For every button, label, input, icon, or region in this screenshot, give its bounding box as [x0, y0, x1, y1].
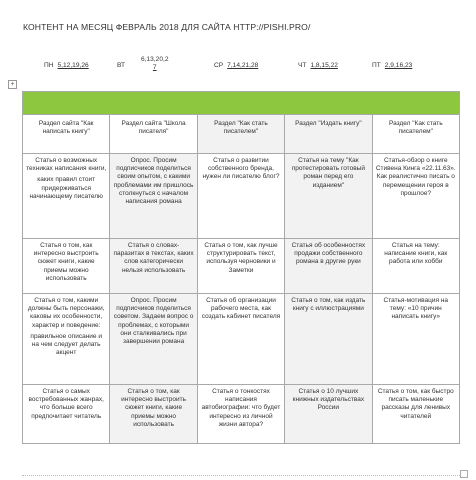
cell-paragraph: Опрос. Просим подписчиков поделиться своим опытом, с какими проблемами им пришлось столкнуться с началом написания романа: [113, 157, 194, 206]
cell-paragraph: Статья о самых востребованных жанрах, что больше всего предпочитает читатель: [28, 388, 104, 420]
day-thu: [298, 62, 338, 69]
table-cell[interactable]: [372, 154, 459, 239]
table-cell[interactable]: [285, 154, 372, 239]
table-cell[interactable]: [197, 239, 284, 294]
day-wed: [214, 62, 258, 69]
weekday-header: [0, 50, 476, 86]
day-dates: 1,8,15,22: [310, 62, 338, 69]
table-cell[interactable]: [23, 294, 110, 385]
table-cell[interactable]: [285, 294, 372, 385]
day-dates-line2: 7: [152, 64, 157, 71]
day-dates: 7,14,21,28: [227, 62, 259, 69]
table-cell[interactable]: [197, 385, 284, 444]
cell-paragraph: Статья об особенностях продажи собственного романа в другие руки: [291, 242, 366, 266]
table-cell[interactable]: [197, 294, 284, 385]
table-row: [23, 294, 460, 385]
cell-paragraph: Статья-мотивация на тему: «10 причин написать книгу»: [383, 297, 449, 321]
cell-paragraph: Статья о возможных техниках написания книги,: [26, 157, 107, 173]
day-fri: [372, 62, 412, 69]
table-move-handle-icon[interactable]: +: [8, 80, 17, 89]
cell-paragraph: Статья о развитии собственного бренда, нужен ли писателю блог?: [202, 157, 280, 181]
table-row: [23, 385, 460, 444]
cell-paragraph: Статья о 10 лучших книжных издательствах России: [292, 388, 365, 412]
day-dates: [141, 56, 169, 72]
cell-paragraph: Статья о том, как лучше структурировать текст, используя черновики и Заметки: [204, 242, 278, 274]
cell-paragraph: Статья о тонкостях написания автобиографии: что будет интересно из личной жизни автора?: [201, 388, 281, 428]
cell-paragraph: Статья о том, как быстро писать маленькие рассказы для ленивых читателей: [377, 388, 454, 420]
cell-paragraph: каких правил стоит придерживаться начинающему писателю: [29, 176, 103, 200]
section-header-cell[interactable]: Раздел "Издать книгу": [285, 115, 372, 154]
table-cell[interactable]: [285, 385, 372, 444]
cell-paragraph: правильное описание и на чем следует делать акцент: [30, 332, 102, 357]
day-dates-line1: 6,13,20,2: [141, 56, 169, 63]
table-cell[interactable]: [372, 239, 459, 294]
table-cell[interactable]: [110, 154, 197, 239]
page-title: КОНТЕНТ НА МЕСЯЦ ФЕВРАЛЬ 2018 ДЛЯ САЙТА HTTP://PISHI.PRO/: [23, 22, 311, 32]
day-label: ВТ: [117, 62, 125, 69]
day-mon: [44, 62, 89, 69]
table-row: [23, 154, 460, 239]
cell-paragraph: Статья-обзор о книге Стивена Кинга «22.11.63». Как реалистично писать о перемещении героя в прошлое?: [375, 157, 456, 197]
table-cell[interactable]: [110, 385, 197, 444]
day-label: СР: [214, 62, 224, 69]
cell-paragraph: Статья о том, как интересно выстроить сюжет книги, какие приемы можно использовать: [33, 242, 99, 282]
section-header-cell[interactable]: Раздел сайта "Как написать книгу": [23, 115, 110, 154]
day-label: ПТ: [372, 62, 381, 69]
table-cell[interactable]: [23, 239, 110, 294]
table-cell[interactable]: [372, 385, 459, 444]
section-header-cell[interactable]: Раздел "Как стать писателем": [372, 115, 459, 154]
table-cell[interactable]: [23, 154, 110, 239]
section-header-cell[interactable]: Раздел сайта "Школа писателя": [110, 115, 197, 154]
section-header-cell[interactable]: Раздел "Как стать писателем": [197, 115, 284, 154]
cell-paragraph: Опрос. Просим подписчиков поделиться советом. Задаем вопрос о проблемах, с которыми они сталкивались при завершении романа: [113, 297, 194, 346]
table-row: [23, 239, 460, 294]
green-band-row: [23, 92, 460, 115]
page-break-line: [22, 475, 460, 476]
cell-paragraph: Статья на тему "Как протестировать готовый роман перед его изданием": [291, 157, 365, 189]
table-cell[interactable]: [372, 294, 459, 385]
day-label: ЧТ: [298, 62, 307, 69]
content-plan-table: [22, 91, 460, 444]
cell-paragraph: Статья на тему: написание книги, как работа или хобби: [384, 242, 448, 266]
cell-paragraph: Статья о словах-паразитах в текстах, каких слов категорически нельзя использовать: [113, 242, 194, 274]
day-dates: 2,9,16,23: [384, 62, 413, 69]
table-cell[interactable]: [110, 239, 197, 294]
table-resize-handle-icon[interactable]: [460, 470, 468, 478]
cell-paragraph: Статья о том, какими должны быть персонажи, каковы их особенности, характер и поведение:: [27, 297, 105, 329]
green-band: [23, 92, 460, 115]
day-label: ПН: [44, 62, 54, 69]
cell-paragraph: Статья об организации рабочего места, как создать кабинет писателя: [201, 297, 281, 321]
cell-paragraph: Статья о том, как интересно выстроить сюжет книги, какие приемы можно использовать: [121, 388, 186, 428]
table-cell[interactable]: [197, 154, 284, 239]
day-dates: 5,12,19,26: [57, 62, 89, 69]
section-header-row: [23, 115, 460, 154]
table-cell[interactable]: [110, 294, 197, 385]
cell-paragraph: Статья о том, как издать книгу с иллюстрациями: [291, 297, 366, 313]
table-cell[interactable]: [285, 239, 372, 294]
table-cell[interactable]: [23, 385, 110, 444]
